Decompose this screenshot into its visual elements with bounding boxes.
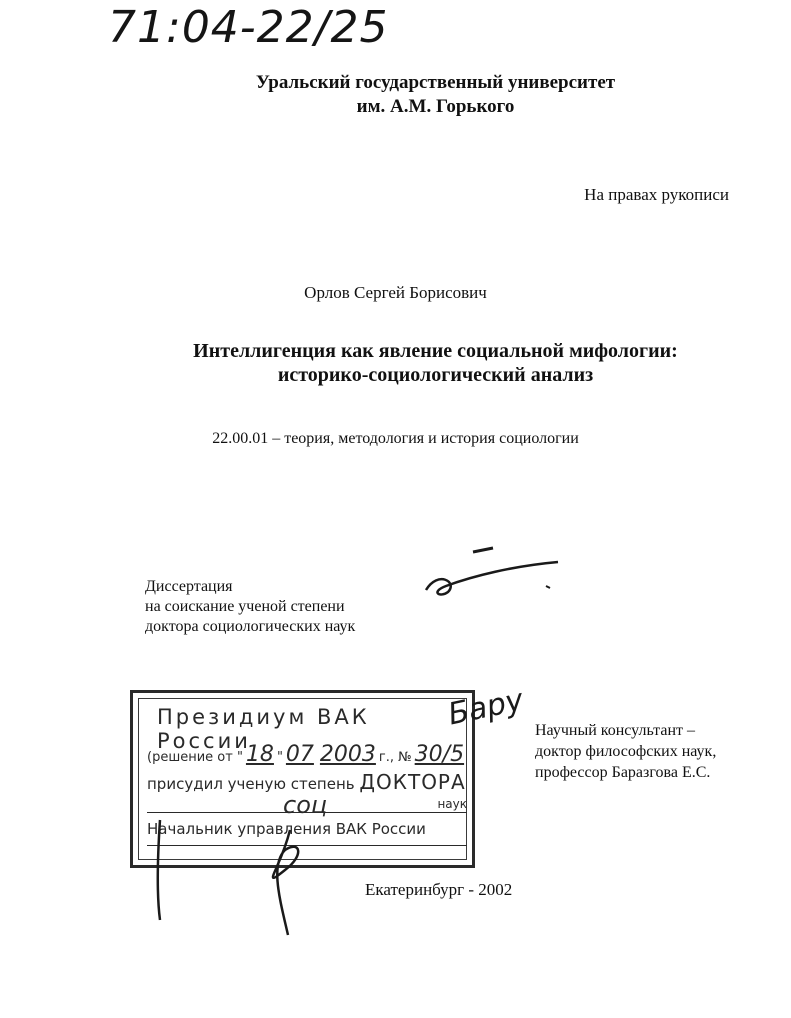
specialty-code: 22.00.01 – теория, методология и история социологии	[212, 430, 579, 447]
dissertation-line: Диссертация	[145, 578, 233, 595]
dissertation-title-line-1: Интеллигенция как явление социальной мифологии:	[193, 340, 678, 362]
manuscript-note: На правах рукописи	[584, 185, 729, 204]
stamp-decision-year: 2003	[319, 742, 376, 767]
city-year: Екатеринбург - 2002	[365, 880, 513, 899]
handwritten-note: Бару	[445, 682, 527, 733]
university-named-after: им. А.М. Горького	[356, 96, 515, 117]
consultant-line: доктор философских наук,	[535, 743, 717, 760]
stamp-decision-suffix: г., №	[378, 750, 412, 765]
stamp-decision-quote: "	[276, 750, 283, 765]
stamp-decision-number: 30/5	[414, 742, 465, 767]
handwritten-archive-number: 71:04-22/25	[108, 2, 389, 53]
dissertation-title-line-2: историко-социологический анализ	[277, 364, 594, 386]
stamp-awarded-degree: ДОКТОРА	[359, 770, 466, 794]
stamp-decision-day: 18	[245, 742, 274, 767]
stamp-decision-month: 07	[285, 742, 314, 767]
dissertation-line: на соискание ученой степени	[145, 598, 345, 615]
stamp-decision-prefix: (решение от "	[147, 750, 243, 765]
stamp-awarded-prefix: присудил ученую степень	[147, 775, 355, 793]
stamp-head-title: Начальник управления ВАК России	[147, 820, 426, 838]
author-name: Орлов Сергей Борисович	[304, 283, 487, 302]
stamp-decision-line	[147, 742, 467, 767]
consultant-line: Научный консультант –	[535, 722, 695, 739]
university-name: Уральский государственный университет	[255, 72, 616, 93]
dissertation-description	[145, 577, 355, 637]
official-signature	[140, 810, 320, 940]
stamp-handwritten-field: соц	[283, 791, 328, 819]
stamp-title: Президиум ВАК России	[157, 705, 370, 753]
consultant-line: профессор Баразгова Е.С.	[535, 764, 711, 781]
author-signature	[418, 540, 568, 610]
stamp-sciences: наук	[147, 797, 467, 813]
scientific-consultant	[535, 720, 716, 783]
dissertation-line: доктора социологических наук	[145, 618, 356, 635]
